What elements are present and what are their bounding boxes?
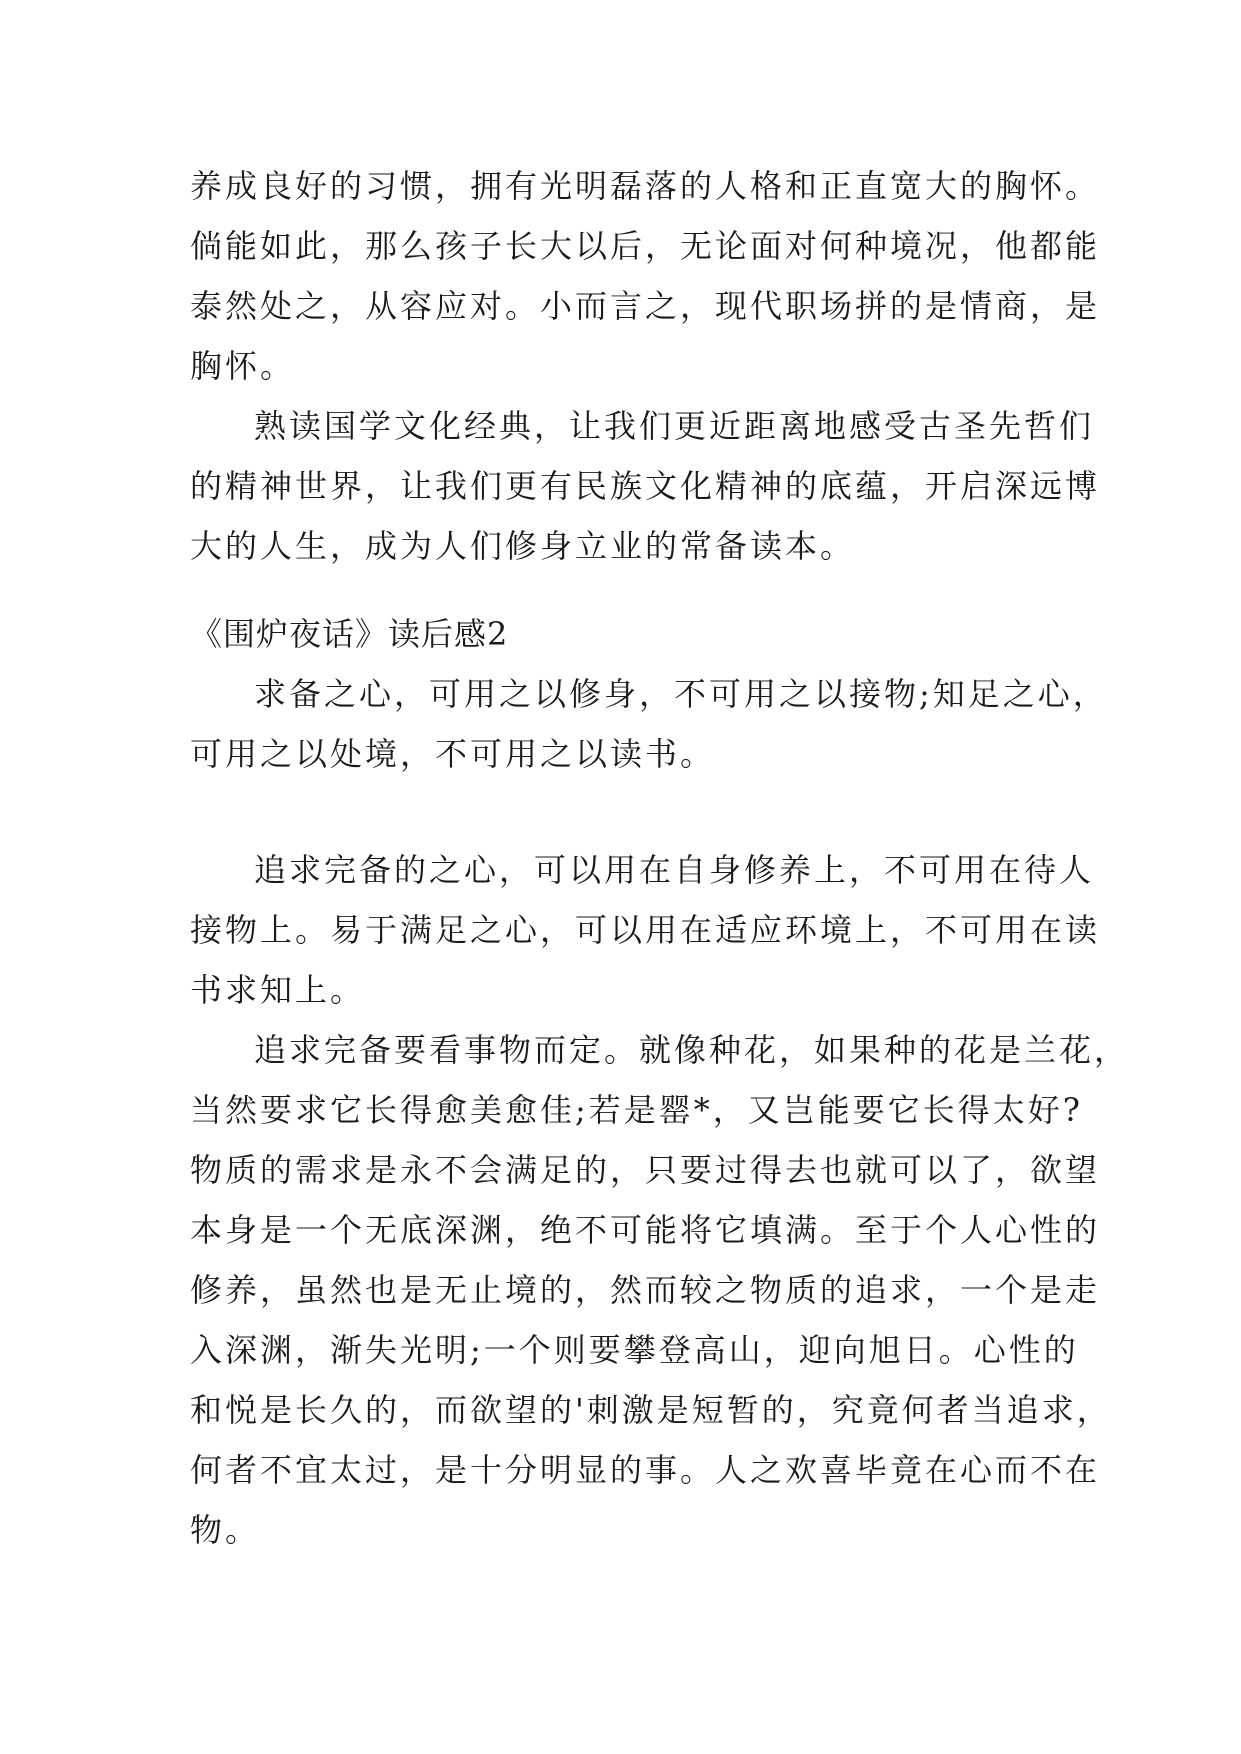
text-line: 当然要求它长得愈美愈佳;若是罂*，又岂能要它长得太好? [190,1091,1083,1129]
paragraph [190,396,1101,576]
text-line: 求备之心，可用之以修身，不可用之以接物;知足之心， [254,675,1108,713]
text-line: 养成良好的习惯，拥有光明磊落的人格和正直宽大的胸怀。 [190,167,1101,205]
text-line: 书求知上。 [190,971,366,1009]
text-line: 熟读国学文化经典，让我们更近距离地感受古圣先哲们 [254,407,1095,445]
text-line: 物。 [190,1511,261,1549]
text-line: 修养，虽然也是无止境的，然而较之物质的追求，一个是走 [190,1271,1101,1309]
paragraph [190,664,1108,784]
text-line: 追求完备的之心，可以用在自身修养上，不可用在待人 [254,851,1095,889]
text-line: 追求完备要看事物而定。就像种花，如果种的花是兰花， [254,1031,1130,1069]
document-body [190,156,1130,1560]
text-line: 大的人生，成为人们修身立业的常备读本。 [190,527,856,565]
paragraph [190,840,1101,1020]
text-line: 何者不宜太过，是十分明显的事。人之欢喜毕竟在心而不在 [190,1451,1101,1489]
text-line: 本身是一个无底深渊，绝不可能将它填满。至于个人心性的 [190,1211,1101,1249]
section-title: 《围炉夜话》读后感2 [190,615,509,653]
text-line: 泰然处之，从容应对。小而言之，现代职场拼的是情商，是 [190,287,1101,325]
text-line: 倘能如此，那么孩子长大以后，无论面对何种境况，他都能 [190,227,1101,265]
spacer [190,784,1070,840]
text-line: 和悦是长久的，而欲望的'刺激是短暂的，究竟何者当追求， [190,1391,1112,1429]
text-line: 物质的需求是永不会满足的，只要过得去也就可以了，欲望 [190,1151,1101,1189]
paragraph [190,156,1101,396]
text-line: 可用之以处境，不可用之以读书。 [190,735,716,773]
spacer [190,576,1070,604]
text-line: 的精神世界，让我们更有民族文化精神的底蕴，开启深远博 [190,467,1101,505]
section-heading [190,604,1070,664]
text-line: 胸怀。 [190,347,296,385]
paragraph [190,1020,1130,1560]
text-line: 接物上。易于满足之心，可以用在适应环境上，不可用在读 [190,911,1101,949]
text-line: 入深渊，渐失光明;一个则要攀登高山，迎向旭日。心性的 [190,1331,1079,1369]
